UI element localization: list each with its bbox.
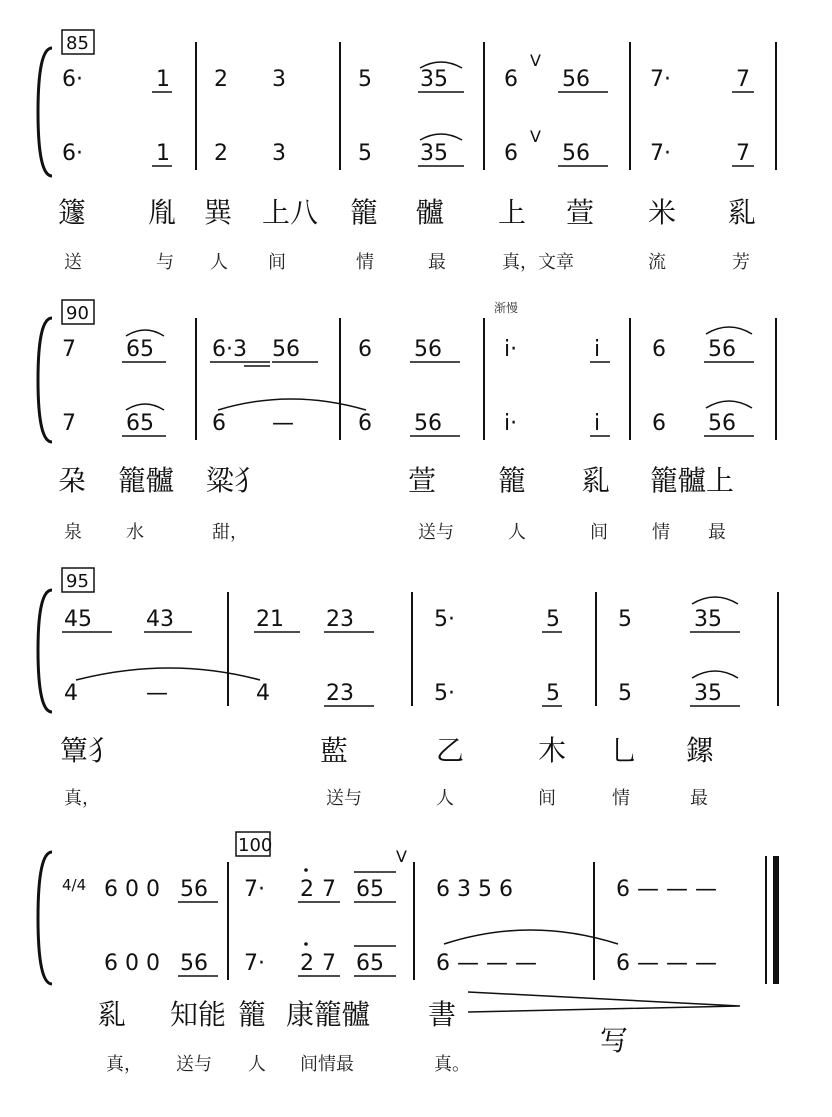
tie [444, 930, 618, 944]
jianzi-char: 簟犭 [60, 734, 117, 767]
lyric: 间 [538, 788, 556, 809]
note: 5 [546, 681, 560, 706]
note: 43 [146, 607, 174, 632]
octave-dot [304, 942, 308, 946]
note: 7· [650, 141, 671, 166]
lyric: 芳 [732, 252, 750, 273]
tie [76, 668, 260, 680]
note: 6 [212, 411, 226, 436]
note: 3 [272, 141, 286, 166]
jianzi-char: 乿 [98, 998, 127, 1031]
lyric: 流 [648, 252, 666, 273]
note: 2 [214, 141, 228, 166]
note: 1 [156, 141, 170, 166]
lyric: 间 [590, 522, 608, 543]
breath-mark: V [530, 127, 541, 146]
jianzi-char: 上 [498, 196, 527, 229]
jianzi-char: 鏍 [686, 734, 715, 767]
jianzi-char: 藍 [320, 734, 349, 767]
jianzi-char: 写 [600, 1024, 629, 1057]
note: 6 [652, 411, 666, 436]
lyric: 泉 [64, 522, 82, 543]
lyric: 人 [436, 788, 454, 809]
jianzi-char: 粱犭 [206, 464, 263, 497]
note: 35 [420, 141, 448, 166]
note: 56 [414, 411, 442, 436]
jianzi-char: 籠 [498, 464, 527, 497]
lyric: 送与 [326, 788, 362, 809]
jianzi-char: 朶 [58, 464, 87, 497]
lyric: 真， [64, 788, 100, 809]
note: 6· [62, 141, 83, 166]
note: 5 [358, 141, 372, 166]
system-90 [38, 300, 776, 543]
jianzi-char: 書 [428, 998, 457, 1031]
note: 6 [652, 337, 666, 362]
breath-mark: V [530, 51, 541, 70]
slur [126, 404, 164, 410]
note: 65 [126, 337, 154, 362]
note: 56 [180, 951, 208, 976]
note: 56 [708, 411, 736, 436]
note: 7· [244, 951, 265, 976]
jianzi-char: 胤 [148, 196, 177, 229]
slur [126, 330, 164, 336]
note: 21 [256, 607, 284, 632]
note: i· [504, 411, 518, 436]
tie [218, 399, 366, 410]
note: 7 [736, 67, 750, 92]
note: 4 [256, 681, 270, 706]
note: 35 [694, 681, 722, 706]
lyric: 情 [356, 252, 374, 273]
note: 5 [618, 681, 632, 706]
note: 65 [356, 877, 384, 902]
system-brace [38, 852, 52, 984]
note: 6 3 5 6 [436, 877, 513, 902]
note: 35 [420, 67, 448, 92]
note: 56 [272, 337, 300, 362]
note: 35 [694, 607, 722, 632]
note: 23 [326, 681, 354, 706]
jianzi-char: 籠 [350, 196, 379, 229]
slur [420, 134, 462, 140]
jianzi-char: 乿 [728, 196, 757, 229]
time-signature: 4/4 [62, 876, 87, 894]
lyric: 情 [652, 522, 670, 543]
jianzi-char: 籠 [238, 998, 267, 1031]
note: 1 [156, 67, 170, 92]
note: 2 [300, 877, 314, 902]
jianzi-char: 上八 [262, 196, 319, 229]
note: 6 0 0 [104, 877, 160, 902]
lyric: 最 [690, 788, 708, 809]
note: 5· [434, 607, 455, 632]
measure-number: 85 [66, 33, 89, 54]
note: 56 [180, 877, 208, 902]
note: 6·3 [212, 337, 247, 362]
note: 6· [62, 67, 83, 92]
note: 45 [64, 607, 92, 632]
note: i [594, 337, 601, 362]
jianzi-char: 乚 [610, 734, 639, 767]
lyric: 最 [428, 252, 446, 273]
jianzi-char: 籠髗 [118, 464, 175, 497]
note: i· [504, 337, 518, 362]
jianzi-char: 籠髗上 [650, 464, 735, 497]
note: 6 — — — [616, 951, 717, 976]
jianzi-char: 萱 [408, 464, 437, 497]
note: 5 [618, 607, 632, 632]
lyric: 最 [708, 522, 726, 543]
slur [692, 671, 738, 678]
note: 65 [356, 951, 384, 976]
jianzi-char: 萱 [566, 196, 595, 229]
measure-number: 100 [238, 835, 273, 856]
slur [692, 597, 738, 604]
system-100 [38, 832, 776, 1075]
lyric: 人 [210, 252, 228, 273]
note: 65 [126, 411, 154, 436]
lyric: 间情最 [300, 1054, 354, 1075]
note: 56 [562, 67, 590, 92]
lyric: 与 [156, 252, 174, 273]
lyric: 情 [612, 788, 630, 809]
decrescendo-hairpin [468, 992, 740, 1012]
lyric: 人 [508, 522, 526, 543]
lyric: 送 [64, 252, 82, 273]
note: i [594, 411, 601, 436]
octave-dot [304, 868, 308, 872]
note: 56 [562, 141, 590, 166]
note: 7 [62, 337, 76, 362]
measure-number: 95 [66, 571, 89, 592]
lyric: 真， [106, 1054, 142, 1075]
note: 56 [414, 337, 442, 362]
note: 5 [358, 67, 372, 92]
note: 6 0 0 [104, 951, 160, 976]
jianzi-char: 乿 [582, 464, 611, 497]
system-brace [38, 318, 52, 442]
jianzi-char: 木 [538, 734, 567, 767]
note: 2 [300, 951, 314, 976]
jianzi-char: 巽 [204, 196, 233, 229]
note: 6 [358, 337, 372, 362]
note: 3 [272, 67, 286, 92]
note: 6 [504, 67, 518, 92]
lyric: 送与 [418, 522, 454, 543]
note: 6 — — — [436, 951, 537, 976]
jianzi-char: 乙 [436, 734, 465, 767]
lyric: 真。 [434, 1054, 470, 1075]
note: 5· [434, 681, 455, 706]
jianzi-char: 米 [648, 196, 677, 229]
slur [706, 327, 752, 334]
note: 7 [62, 411, 76, 436]
tempo-marking: 渐慢 [494, 301, 519, 315]
note: 56 [708, 337, 736, 362]
note: 2 [214, 67, 228, 92]
note: 4 [64, 681, 78, 706]
note: 7 [322, 951, 336, 976]
system-85 [38, 30, 776, 273]
jianzi-char: 籧 [58, 196, 87, 229]
note: 5 [546, 607, 560, 632]
system-brace [38, 590, 52, 712]
breath-mark: V [396, 847, 407, 866]
note: — [146, 681, 168, 706]
lyric: 真，文章 [502, 252, 574, 273]
note: — [272, 411, 294, 436]
note: 7· [650, 67, 671, 92]
system-95 [38, 568, 778, 809]
lyric: 水 [126, 522, 144, 543]
note: 6 [358, 411, 372, 436]
note: 23 [326, 607, 354, 632]
system-brace [38, 48, 52, 176]
lyric: 间 [268, 252, 286, 273]
jianzi-char: 髗 [416, 196, 445, 229]
note: 7· [244, 877, 265, 902]
lyric: 人 [248, 1054, 266, 1075]
note: 7 [736, 141, 750, 166]
jianzi-char: 知能 [170, 998, 227, 1031]
note: 7 [322, 877, 336, 902]
note: 6 — — — [616, 877, 717, 902]
lyric: 送与 [176, 1054, 212, 1075]
measure-number: 90 [66, 303, 89, 324]
jianzi-char: 康籠髗 [286, 998, 371, 1031]
note: 6 [504, 141, 518, 166]
lyric: 甜， [212, 522, 248, 543]
slur [706, 401, 752, 408]
